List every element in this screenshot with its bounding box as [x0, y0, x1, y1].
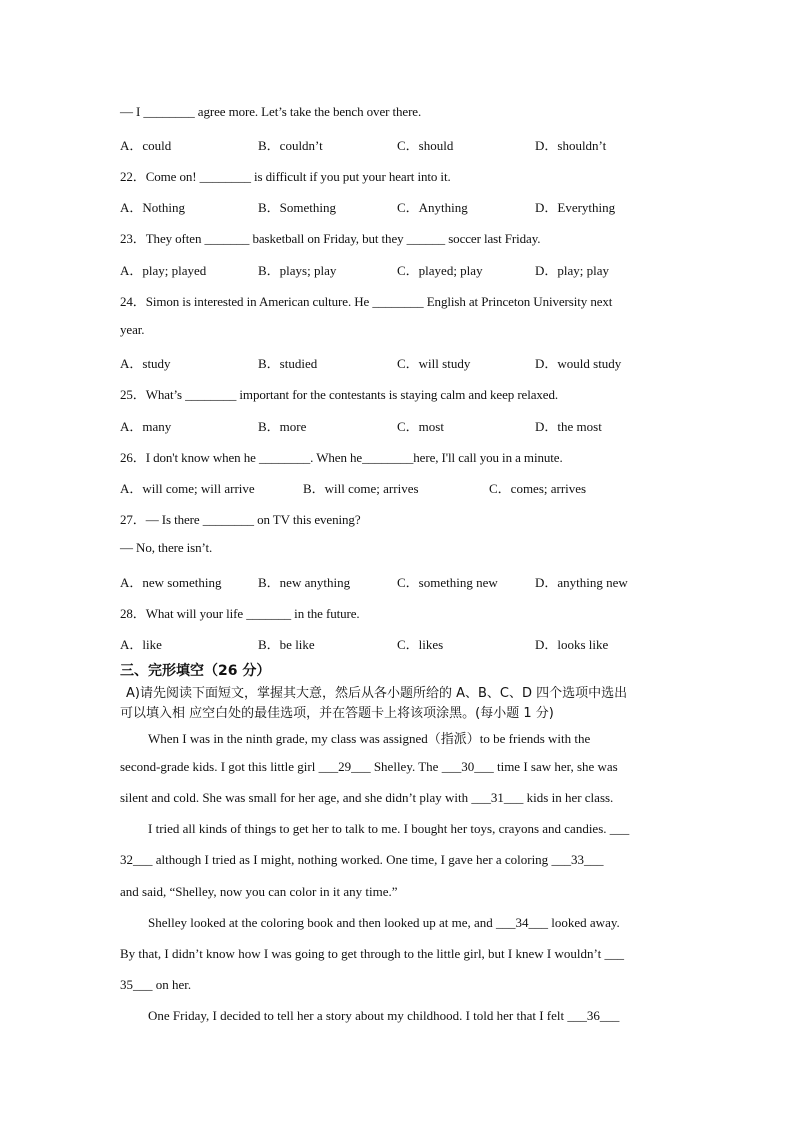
instructions-line-1: A)请先阅读下面短文，掌握其大意，然后从各小题所给的 A、B、C、D 四个选项中选出	[126, 686, 628, 701]
question-24-line-1: 24．Simon is interested in American culture. He ________ English at Princeton University next	[120, 294, 613, 309]
q22-option-c: C．Anything	[397, 200, 468, 215]
blank-36: ___36___	[567, 1008, 620, 1023]
passage-p3-line-1	[148, 915, 620, 931]
q26-option-b: B．will come; arrives	[303, 481, 419, 496]
q22-option-b: B．Something	[258, 200, 337, 215]
q24-option-a: A．study	[120, 356, 171, 371]
question-28: 28．What will your life _______ in the future.	[120, 606, 360, 621]
q26-option-a: A．will come; will arrive	[120, 481, 255, 496]
passage-text: on her.	[152, 977, 192, 992]
passage-text: although I tried as I might, nothing worked. One time, I gave her a coloring	[152, 852, 552, 867]
question-25: 25．What’s ________ important for the contestants is staying calm and keep relaxed.	[120, 387, 559, 402]
passage-p1-line-1: When I was in the ninth grade, my class was assigned（指派）to be friends with the	[148, 731, 591, 746]
passage-p2-line-3: and said, “Shelley, now you can color in it any time.”	[120, 884, 398, 899]
q23-option-d: D．play; play	[535, 263, 610, 278]
q25-option-b: B．more	[258, 419, 307, 434]
q24-option-d: D．would study	[535, 356, 622, 371]
q23-option-b: B．plays; play	[258, 263, 337, 278]
question-22: 22．Come on! ________ is difficult if you put your heart into it.	[120, 169, 451, 184]
passage-text: One Friday, I decided to tell her a story about my childhood. I told her that I felt	[148, 1008, 568, 1023]
q23-option-c: C．played; play	[397, 263, 483, 278]
q28-option-d: D．looks like	[535, 637, 609, 652]
blank-35: 35___	[120, 977, 153, 992]
passage-p2-line-1: I tried all kinds of things to get her to talk to me. I bought her toys, crayons and candies. ___	[148, 821, 630, 836]
q20-option-b: B．couldn’t	[258, 138, 323, 153]
q25-option-d: D．the most	[535, 419, 602, 434]
blank-33: ___33___	[551, 852, 604, 867]
q26-option-c: C．comes; arrives	[489, 481, 587, 496]
passage-p1-line-3	[120, 790, 613, 806]
q27-option-b: B．new anything	[258, 575, 351, 590]
section-title: 三、完形填空（26 分）	[120, 663, 271, 679]
q20-option-d: D．shouldn’t	[535, 138, 607, 153]
question-27-line-1: 27．— Is there ________ on TV this evening?	[120, 512, 361, 527]
passage-text: second-grade kids. I got this little girl	[120, 759, 319, 774]
passage-text: looked away.	[548, 915, 620, 930]
q23-option-a: A．play; played	[120, 263, 207, 278]
blank-30: ___30___	[441, 759, 494, 774]
blank-32: 32___	[120, 852, 153, 867]
q28-option-c: C．likes	[397, 637, 444, 652]
question-26: 26．I don't know when he ________. When he________here, I'll call you in a minute.	[120, 450, 563, 465]
passage-p4-line-1	[148, 1008, 619, 1024]
q27-option-c: C．something new	[397, 575, 498, 590]
q20-option-c: C．should	[397, 138, 454, 153]
q22-option-a: A．Nothing	[120, 200, 186, 215]
passage-text: silent and cold. She was small for her age, and she didn’t play with	[120, 790, 472, 805]
passage-text: time I saw her, she was	[493, 759, 618, 774]
q27-option-d: D．anything new	[535, 575, 628, 590]
question-27-line-2: — No, there isn’t.	[120, 540, 213, 555]
question-20-reply: — I ________ agree more. Let’s take the bench over there.	[120, 104, 422, 119]
passage-text: kids in her class.	[523, 790, 614, 805]
passage-text: Shelley. The	[370, 759, 442, 774]
passage-text: Shelley looked at the coloring book and then looked up at me, and	[148, 915, 497, 930]
passage-p3-line-3	[120, 977, 191, 993]
blank-29: ___29___	[318, 759, 371, 774]
instructions-line-2: 可以填入相 应空白处的最佳选项，并在答题卡上将该项涂黑。(每小题 1 分)	[120, 706, 554, 721]
q25-option-c: C．most	[397, 419, 444, 434]
q27-option-a: A．new something	[120, 575, 222, 590]
question-24-line-2: year.	[120, 322, 145, 337]
passage-p1-line-2	[120, 759, 618, 775]
q22-option-d: D．Everything	[535, 200, 616, 215]
q28-option-a: A．like	[120, 637, 162, 652]
blank-31: ___31___	[471, 790, 524, 805]
q25-option-a: A．many	[120, 419, 172, 434]
q28-option-b: B．be like	[258, 637, 315, 652]
question-23: 23．They often _______ basketball on Friday, but they ______ soccer last Friday.	[120, 231, 541, 246]
q24-option-b: B．studied	[258, 356, 318, 371]
passage-p2-line-2	[120, 852, 603, 868]
q20-option-a: A．could	[120, 138, 172, 153]
passage-p3-line-2: By that, I didn’t know how I was going to get through to the little girl, but I knew I wouldn’t ___	[120, 946, 624, 961]
blank-34: ___34___	[496, 915, 549, 930]
q24-option-c: C．will study	[397, 356, 471, 371]
